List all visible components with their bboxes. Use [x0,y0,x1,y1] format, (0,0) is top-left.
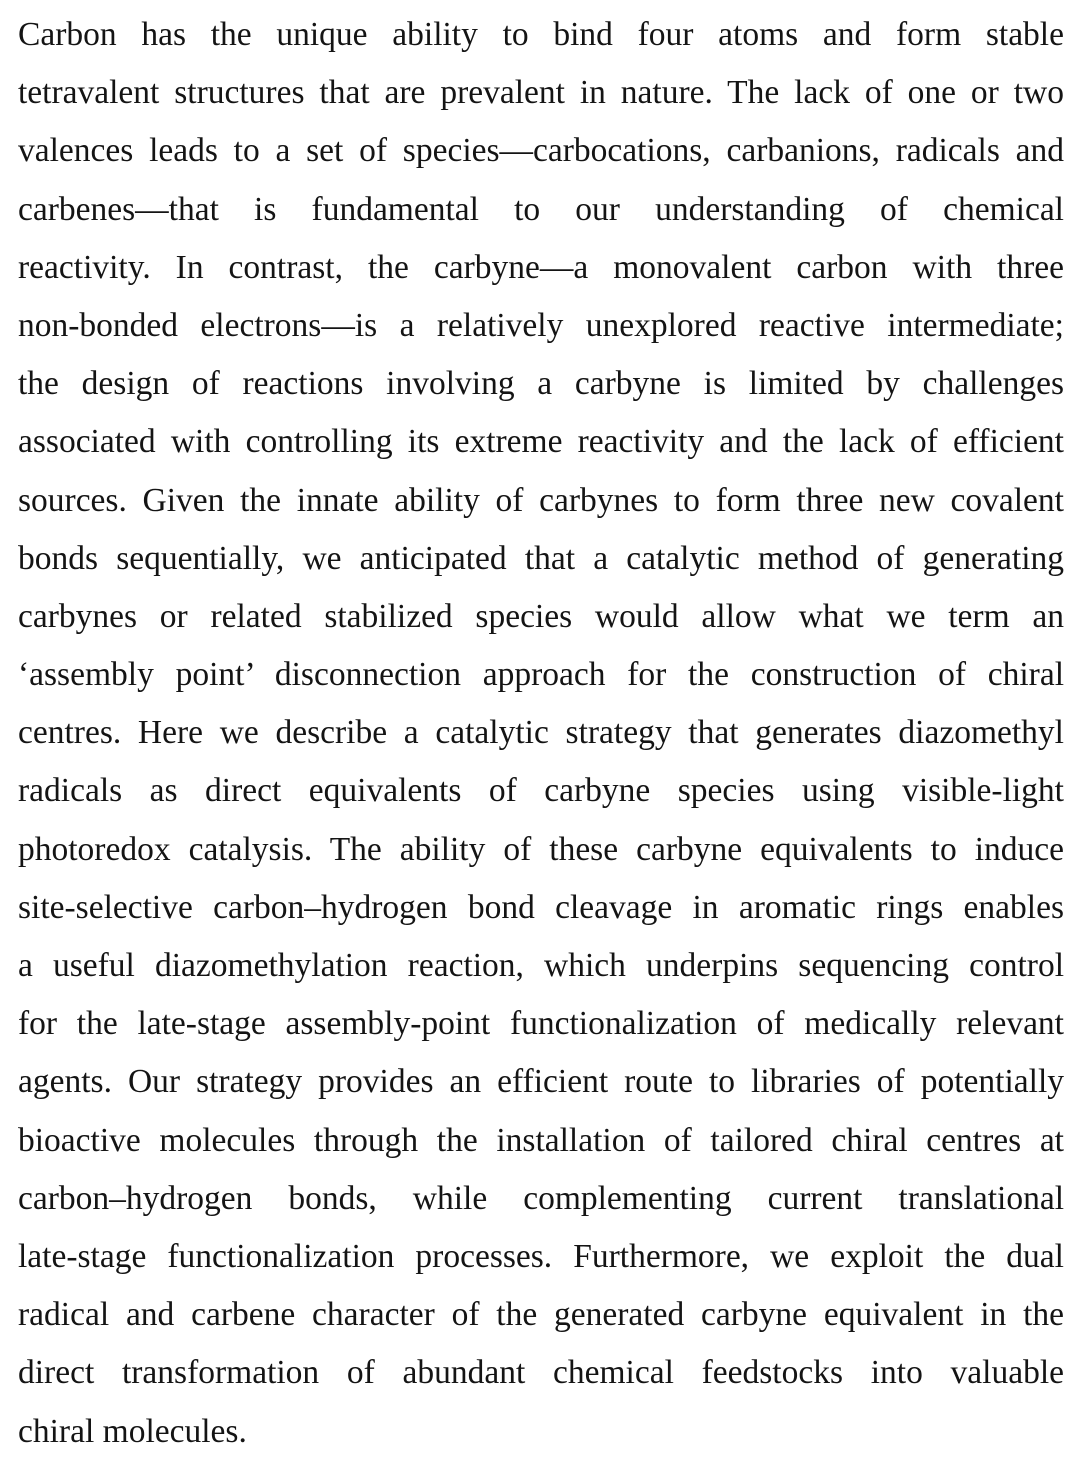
text-line: for the late-stage assembly-point functionalization of medically relevant [18,1005,1064,1043]
text-line: agents. Our strategy provides an efficient route to libraries of potentially [18,1063,1064,1101]
text-line: tetravalent structures that are prevalent in nature. The lack of one or two [18,74,1064,112]
text-line-last: chiral molecules. [18,1412,247,1450]
text-line: reactivity. In contrast, the carbyne—a monovalent carbon with three [18,248,1064,286]
text-line: Carbon has the unique ability to bind four atoms and form stable [18,16,1064,53]
text-line: carbon–hydrogen bonds, while complementing current translational [18,1179,1064,1217]
text-line: sources. Given the innate ability of carbynes to form three new covalent [18,481,1064,519]
abstract-paragraph [18,6,1064,1461]
text-line: radical and carbene character of the generated carbyne equivalent in the [18,1296,1064,1334]
text-line: ‘assembly point’ disconnection approach for the construction of chiral [18,656,1064,694]
text-line: valences leads to a set of species—carbocations, carbanions, radicals and [18,132,1064,170]
text-line: a useful diazomethylation reaction, which underpins sequencing control [18,947,1064,984]
text-line: photoredox catalysis. The ability of these carbyne equivalents to induce [18,830,1064,868]
text-line: bioactive molecules through the installation of tailored chiral centres at [18,1121,1064,1159]
text-line: bonds sequentially, we anticipated that a catalytic method of generating [18,539,1064,577]
text-line: non-bonded electrons—is a relatively unexplored reactive intermediate; [18,306,1064,344]
text-line: late-stage functionalization processes. Furthermore, we exploit the dual [18,1237,1064,1275]
text-line: radicals as direct equivalents of carbyne species using visible-light [18,772,1064,810]
text-line: direct transformation of abundant chemical feedstocks into valuable [18,1354,1064,1392]
text-line: centres. Here we describe a catalytic strategy that generates diazomethyl [18,714,1064,752]
text-line: the design of reactions involving a carbyne is limited by challenges [18,365,1064,403]
text-line: carbynes or related stabilized species would allow what we term an [18,597,1064,635]
text-line: carbenes—that is fundamental to our understanding of chemical [18,190,1064,228]
text-line: site-selective carbon–hydrogen bond cleavage in aromatic rings enables [18,888,1064,926]
text-line: associated with controlling its extreme reactivity and the lack of efficient [18,423,1064,461]
